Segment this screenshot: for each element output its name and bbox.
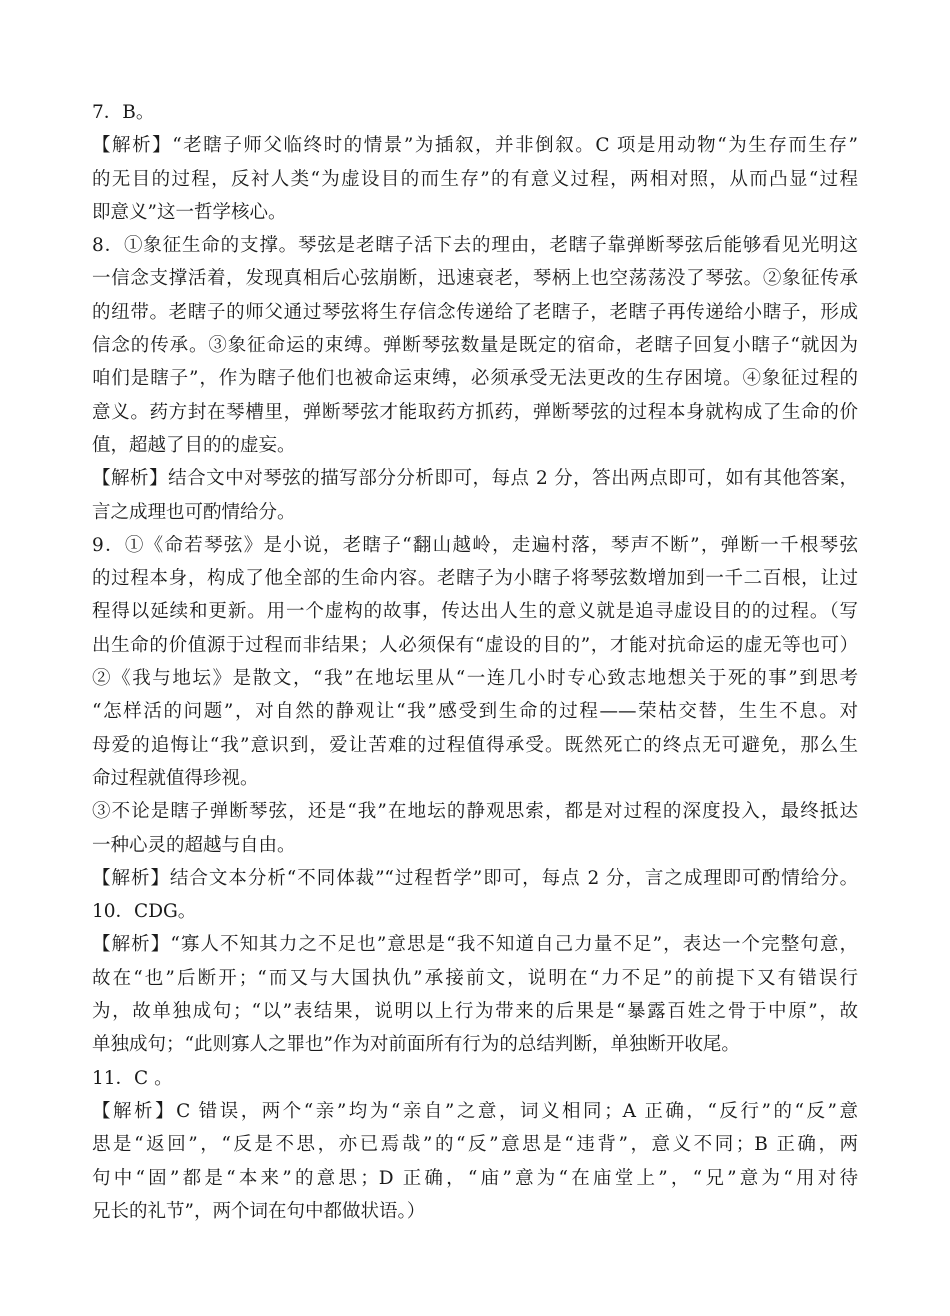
answer-9-line-10: 一种心灵的超越与自由。 bbox=[92, 834, 296, 856]
analysis-10-line-3: 为，故单独成句；“以”表结果，说明以上行为带来的后果是“暴露百姓之骨于中原”，故 bbox=[92, 1001, 858, 1023]
analysis-8-line-1: 【解析】结合文中对琴弦的描写部分分析即可，每点 2 分，答出两点即可，如有其他答案， bbox=[92, 468, 858, 490]
answer-8-line-4: 信念的传承。③象征命运的束缚。弹断琴弦数量是既定的宿命，老瞎子回复小瞎子“就因为 bbox=[92, 335, 858, 357]
answer-9-line-8: 命过程就值得珍视。 bbox=[92, 767, 259, 789]
answer-8-line-3: 的纽带。老瞎子的师父通过琴弦将生存信念传递给了老瞎子，老瞎子再传递给小瞎子，形成 bbox=[92, 301, 858, 323]
answer-9-line-6: “怎样活的问题”，对自然的静观让“我”感受到生命的过程——荣枯交替，生生不息。对 bbox=[92, 701, 858, 723]
analysis-11-line-1: 【解析】C 错误，两个“亲”均为“亲自”之意，词义相同；A 正确，“反行”的“反”意 bbox=[92, 1100, 858, 1122]
answer-11: 11．C 。 bbox=[92, 1067, 173, 1089]
answer-7: 7．B。 bbox=[92, 102, 155, 123]
answer-9-line-4: 出生命的价值源于过程而非结果；人必须保有“虚设的目的”，才能对抗命运的虚无等也可） bbox=[92, 634, 858, 656]
analysis-7-line-3: 即意义”这一哲学核心。 bbox=[92, 201, 287, 223]
analysis-11-line-2: 思是“返回”，“反是不思，亦已焉哉”的“反”意思是“违背”，意义不同；B 正确，两 bbox=[92, 1134, 858, 1156]
analysis-8-line-2: 言之成理也可酌情给分。 bbox=[92, 501, 296, 523]
answer-9-line-3: 程得以延续和更新。用一个虚构的故事，传达出人生的意义就是追寻虚设目的的过程。（写 bbox=[92, 601, 858, 623]
analysis-11-line-3: 句中“固”都是“本来”的意思；D 正确，“庙”意为“在庙堂上”，“兄”意为“用对待 bbox=[92, 1167, 858, 1189]
answer-8-line-2: 一信念支撑活着，发现真相后心弦崩断，迅速衰老，琴柄上也空荡荡没了琴弦。②象征传承 bbox=[92, 268, 858, 290]
answer-9-line-1: 9．①《命若琴弦》是小说，老瞎子“翻山越岭，走遍村落，琴声不断”，弹断一千根琴弦 bbox=[92, 534, 858, 556]
analysis-9-line-1: 【解析】结合文本分析“不同体裁”“过程哲学”即可，每点 2 分，言之成理即可酌情给分。 bbox=[92, 867, 858, 889]
answer-10: 10．CDG。 bbox=[92, 901, 197, 923]
answer-9-line-9: ③不论是瞎子弹断琴弦，还是“我”在地坛的静观思索，都是对过程的深度投入，最终抵达 bbox=[92, 801, 858, 823]
analysis-11-line-4: 兄长的礼节”，两个词在句中都做状语。） bbox=[92, 1200, 426, 1222]
analysis-7-line-1: 【解析】“老瞎子师父临终时的情景”为插叙，并非倒叙。C 项是用动物“为生存而生存” bbox=[92, 135, 858, 157]
answer-8-line-1: 8．①象征生命的支撑。琴弦是老瞎子活下去的理由，老瞎子靠弹断琴弦后能够看见光明这 bbox=[92, 235, 858, 257]
answer-9-line-7: 母爱的追悔让“我”意识到，爱让苦难的过程值得承受。既然死亡的终点无可避免，那么生 bbox=[92, 734, 858, 756]
analysis-7-line-2: 的无目的过程，反衬人类“为虚设目的而生存”的有意义过程，两相对照，从而凸显“过程 bbox=[92, 168, 858, 190]
analysis-10-line-1: 【解析】“寡人不知其力之不足也”意思是“我不知道自己力量不足”，表达一个完整句意， bbox=[92, 934, 858, 956]
answer-8-line-5: 咱们是瞎子”，作为瞎子他们也被命运束缚，必须承受无法更改的生存困境。④象征过程的 bbox=[92, 368, 858, 390]
answer-9-line-2: 的过程本身，构成了他全部的生命内容。老瞎子为小瞎子将琴弦数增加到一千二百根，让过 bbox=[92, 568, 858, 590]
answer-8-line-6: 意义。药方封在琴槽里，弹断琴弦才能取药方抓药，弹断琴弦的过程本身就构成了生命的价 bbox=[92, 401, 858, 423]
answer-9-line-5: ②《我与地坛》是散文，“我”在地坛里从“一连几小时专心致志地想关于死的事”到思考 bbox=[92, 668, 858, 690]
answer-8-line-7: 值，超越了目的的虚妄。 bbox=[92, 434, 296, 456]
analysis-10-line-4: 单独成句；“此则寡人之罪也”作为对前面所有行为的总结判断，单独断开收尾。 bbox=[92, 1034, 740, 1056]
analysis-10-line-2: 故在“也”后断开；“而又与大国执仇”承接前文，说明在“力不足”的前提下又有错误行 bbox=[92, 967, 858, 989]
